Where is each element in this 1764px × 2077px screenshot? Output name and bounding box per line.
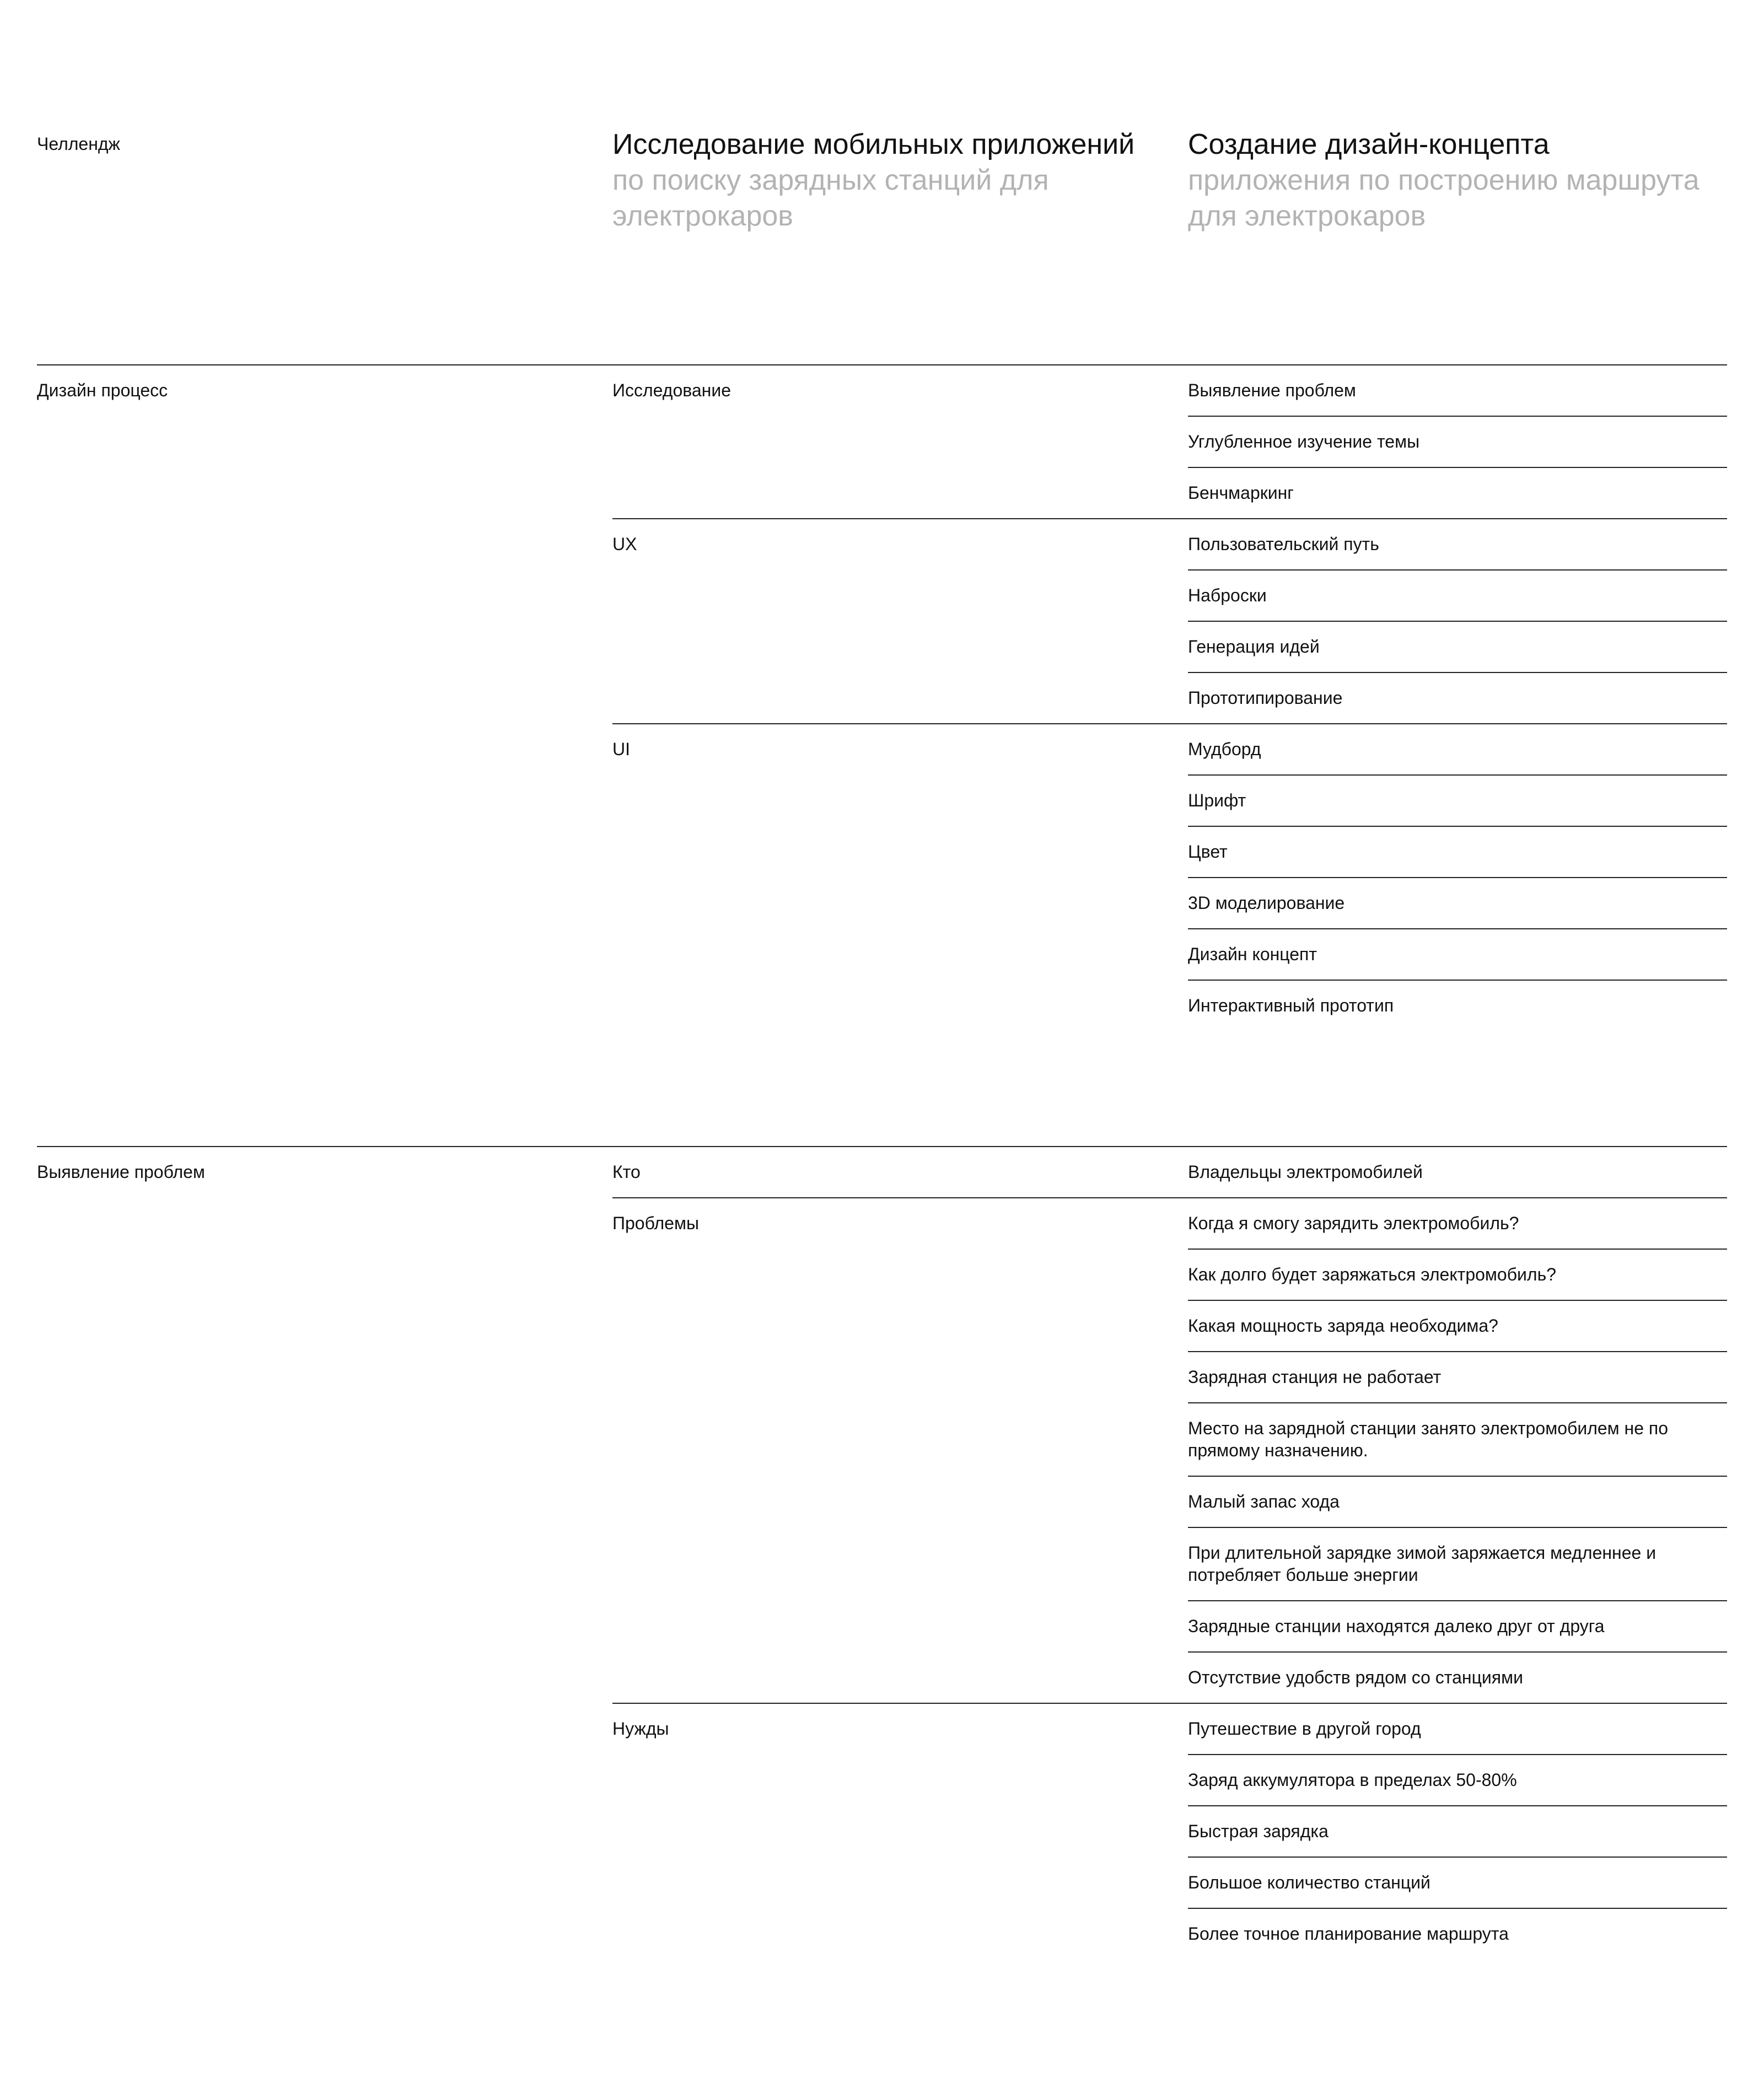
list-item-text: Дизайн концепт [1188,944,1317,964]
list-item [1188,826,1727,877]
list-item-text: Более точное планирование маршрута [1188,1924,1509,1944]
list-item-text: Владельцы электромобилей [1188,1162,1423,1182]
list-item [1188,1402,1727,1476]
list-item-text: Зарядные станции находятся далеко друг от друга [1188,1616,1605,1636]
list-item [1188,724,1727,774]
list-item [1188,1351,1727,1402]
group-items [1188,1147,1727,1197]
list-item-text: Генерация идей [1188,637,1320,657]
group-label: Кто [612,1162,641,1182]
list-item-text: Заряд аккумулятора в пределах 50-80% [1188,1770,1517,1790]
list-item-text: Углубленное изучение темы [1188,432,1420,451]
list-item [1188,1754,1727,1805]
list-item [1188,928,1727,980]
list-item [1188,1704,1727,1754]
group-items [1188,365,1727,518]
list-item-text: Бенчмаркинг [1188,483,1294,503]
list-item-text: Путешествие в другой город [1188,1719,1421,1739]
list-item-text: Пользовательский путь [1188,534,1379,554]
headline-dim: по поиску зарядных станций для электрокаров [612,164,1049,232]
list-item-text: 3D моделирование [1188,893,1345,913]
section-problem-discovery [37,1146,1727,1944]
section-label: Выявление проблем [37,1162,205,1182]
list-item [1188,1805,1727,1857]
list-item [1188,365,1727,416]
group [612,723,1727,1031]
list-item [1188,416,1727,467]
group-items [1188,724,1727,1031]
list-item-text: Какая мощность заряда необходима? [1188,1316,1498,1336]
list-item [1188,1300,1727,1351]
list-item [1188,1651,1727,1703]
group [612,1197,1727,1703]
list-item [1188,1198,1727,1249]
list-item [1188,1476,1727,1527]
list-item-text: Малый запас хода [1188,1492,1340,1511]
group [612,518,1727,723]
group [612,1703,1727,1959]
list-item [1188,980,1727,1031]
list-item [1188,1600,1727,1651]
challenge-label: Челлендж [37,134,120,154]
list-item [1188,774,1727,826]
list-item-text: Когда я смогу зарядить электромобиль? [1188,1213,1519,1233]
list-item [1188,621,1727,672]
list-item-text: Прототипирование [1188,688,1343,708]
list-item-text: Быстрая зарядка [1188,1821,1329,1841]
group [612,1147,1727,1197]
list-item-text: Цвет [1188,842,1228,862]
list-item-text: Интерактивный прототип [1188,996,1394,1015]
headline-strong: Исследование мобильных приложений [612,128,1135,160]
challenge-headline-concept [1188,127,1727,234]
list-item-text: Зарядная станция не работает [1188,1367,1442,1387]
group-label: Проблемы [612,1213,699,1233]
list-item-text: Место на зарядной станции занято электромобилем не по прямому назначению. [1188,1418,1669,1460]
section-groups [612,365,1727,1031]
group-label: UX [612,534,637,554]
list-item [1188,1527,1727,1600]
headline-strong: Создание дизайн-концепта [1188,128,1550,160]
section-design-process [37,364,1727,1015]
list-item-text: При длительной зарядке зимой заряжается медленнее и потребляет больше энергии [1188,1543,1657,1585]
list-item [1188,1908,1727,1959]
group [612,365,1727,518]
group-label: Исследование [612,380,732,400]
section-groups [612,1147,1727,1959]
group-label: Нужды [612,1719,669,1739]
list-item [1188,877,1727,928]
group-items [1188,1198,1727,1703]
list-item-text: Наброски [1188,585,1267,605]
group-items [1188,1704,1727,1959]
list-item-text: Мудборд [1188,739,1261,759]
group-label: UI [612,739,630,759]
group-items [1188,519,1727,723]
list-item [1188,1249,1727,1300]
list-item-text: Отсутствие удобств рядом со станциями [1188,1667,1523,1687]
list-item [1188,1857,1727,1908]
list-item-text: Шрифт [1188,790,1246,810]
headline-dim: приложения по построению маршрута для электрокаров [1188,164,1700,232]
list-item [1188,467,1727,518]
list-item [1188,519,1727,569]
list-item-text: Как долго будет заряжаться электромобиль? [1188,1265,1557,1284]
challenge-headline-research [612,127,1142,234]
list-item-text: Большое количество станций [1188,1872,1430,1892]
list-item-text: Выявление проблем [1188,380,1356,400]
section-label: Дизайн процесс [37,380,168,400]
list-item [1188,1147,1727,1197]
list-item [1188,569,1727,621]
list-item [1188,672,1727,723]
